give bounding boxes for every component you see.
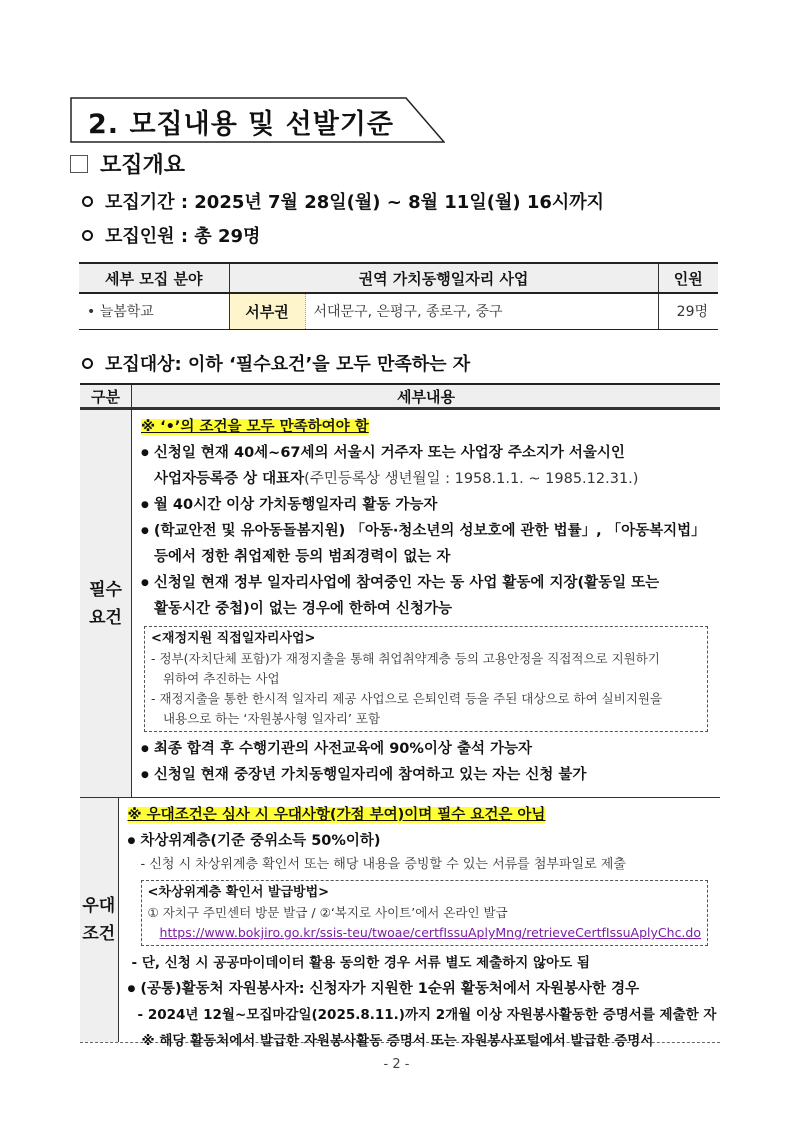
header-field: 세부 모집 분야 — [79, 263, 229, 293]
criteria-table — [80, 383, 720, 1049]
required-item-5: ● 최종 합격 후 수행기관의 사전교육에 90%이상 출석 가능자 — [141, 736, 720, 762]
subsection-heading — [70, 148, 185, 179]
recruit-period — [82, 188, 604, 214]
preferred-item-1: ● 차상위계층(기준 중위소득 50%이하) — [128, 828, 720, 854]
header-count: 인원 — [658, 263, 718, 293]
header-category: 구분 — [80, 385, 132, 407]
box-title: <차상위계층 확인서 발급방법> — [147, 885, 330, 900]
circle-bullet-icon — [82, 358, 93, 369]
preferred-item-1-sub: - 신청 시 차상위계층 확인서 또는 해당 내용을 증빙할 수 있는 서류를 첨부파일로 제출 — [140, 857, 626, 872]
required-body — [132, 410, 720, 797]
page-number: - 2 - — [383, 1057, 410, 1072]
header-details: 세부내용 — [397, 388, 455, 406]
required-item-2: ● 월 40시간 이상 가치동행일자리 활동 가능자 — [141, 492, 720, 518]
preferred-item-2: ● (공통)활동처 자원봉사자: 신청자가 지원한 1순위 활동처에서 자원봉사한 경우 — [128, 976, 720, 1002]
required-item-1-birthdate: (주민등록상 생년월일 : 1958.1.1. ~ 1985.12.31.) — [304, 471, 639, 487]
preferred-label-line2: 조건 — [82, 924, 116, 944]
cell-count: 29명 — [658, 293, 718, 329]
box-line: - 재정지출을 통한 한시적 일자리 제공 사업으로 은퇴인력 등을 주된 대상으로 하여 실비지원을 — [151, 691, 663, 706]
preferred-item-1-note: - 단, 신청 시 공공마이데이터 활용 동의한 경우 서류 별도 제출하지 않아도 됨 — [131, 955, 590, 971]
recruit-target-text: 모집대상: 이하 ‘필수요건’을 모두 만족하는 자 — [105, 354, 471, 375]
box-line: 위하여 추진하는 사업 — [163, 671, 280, 686]
table-row — [79, 293, 718, 329]
box-line: - 정부(자치단체 포함)가 재정지출을 통해 취업취약계층 등의 고용안정을 직접적으로 지원하기 — [151, 651, 660, 666]
header-business: 권역 가치동행일자리 사업 — [229, 263, 658, 293]
preferred-item-2-sub: - 2024년 12월~모집마감일(2025.8.11.)까지 2개월 이상 자원봉사활동한 증명서를 제출한 자 — [137, 1007, 717, 1023]
recruit-table — [79, 262, 718, 330]
preferred-notice: ※ 우대조건은 심사 시 우대사항(가점 부여)이며 필수 요건은 아님 — [127, 807, 546, 823]
box-title: <재정지원 직접일자리사업> — [151, 631, 316, 646]
box-line: 내용으로 하는 ‘자원봉사형 일자리’ 포함 — [163, 711, 381, 726]
preferred-label — [80, 798, 119, 1042]
subsection-title: 모집개요 — [100, 153, 186, 178]
criteria-header-row — [80, 383, 720, 410]
required-item-3-cont: 등에서 정한 취업제한 등의 범죄경력이 없는 자 — [154, 549, 451, 565]
required-item-6: ● 신청일 현재 중장년 가치동행일자리에 참여하고 있는 자는 신청 불가 — [141, 762, 720, 788]
certificate-method-box — [141, 880, 708, 946]
table-header-row — [79, 263, 718, 293]
preferred-body — [119, 798, 720, 1049]
preferred-row — [80, 798, 720, 1049]
recruit-count-text: 모집인원 : 총 29명 — [105, 226, 261, 247]
cell-field: • 늘봄학교 — [79, 293, 229, 329]
box-line: ① 자치구 주민센터 방문 발급 / ②‘복지로 사이트’에서 온라인 발급 — [147, 905, 508, 920]
preferred-item-2-note: ※ 해당 활동처에서 발급한 자원봉사활동 증명서 또는 자원봉사포털에서 발급한 증명서 — [141, 1033, 654, 1049]
cell-region: 서부권 — [229, 293, 305, 329]
required-label-line2: 요건 — [89, 607, 122, 628]
required-item-1-bold: 사업자등록증 상 대표자 — [154, 471, 305, 487]
bokjiro-link[interactable]: https://www.bokjiro.go.kr/ssis-teu/twoae/certfIssuAplyMng/retrieveCertfIssuAplyChc.do — [159, 925, 701, 940]
section-title-box — [70, 97, 445, 143]
required-item-3: ● (학교안전 및 유아동돌봄지원) 「아동·청소년의 성보호에 관한 법률」, 「아동복지법」 — [141, 518, 720, 544]
required-notice: ※ ‘•’의 조건을 모두 만족하여야 함 — [141, 419, 369, 435]
required-label-line1: 필수 — [89, 579, 122, 600]
checkbox-square-icon — [70, 155, 88, 173]
section-title: 2. 모집내용 및 선발기준 — [88, 109, 394, 140]
direct-job-program-box — [144, 626, 708, 732]
preferred-label-line1: 우대 — [82, 896, 116, 916]
required-row — [80, 410, 720, 798]
required-item-4: ● 신청일 현재 정부 일자리사업에 참여중인 자는 동 사업 활동에 지장(활동일 또는 — [141, 570, 720, 596]
required-item-4-cont: 활동시간 중첩)이 없는 경우에 한하여 신청가능 — [154, 601, 452, 617]
circle-bullet-icon — [82, 196, 93, 207]
required-label — [80, 410, 132, 797]
circle-bullet-icon — [82, 230, 93, 241]
recruit-period-text: 모집기간 : 2025년 7월 28일(월) ~ 8월 11일(월) 16시까지 — [105, 192, 605, 213]
required-item-1-cont — [141, 466, 720, 492]
recruit-count — [82, 222, 260, 248]
required-item-1: ● 신청일 현재 40세~67세의 서울시 거주자 또는 사업장 주소지가 서울시인 — [141, 440, 720, 466]
recruit-target — [82, 350, 470, 376]
cell-districts: 서대문구, 은평구, 종로구, 중구 — [305, 293, 658, 329]
